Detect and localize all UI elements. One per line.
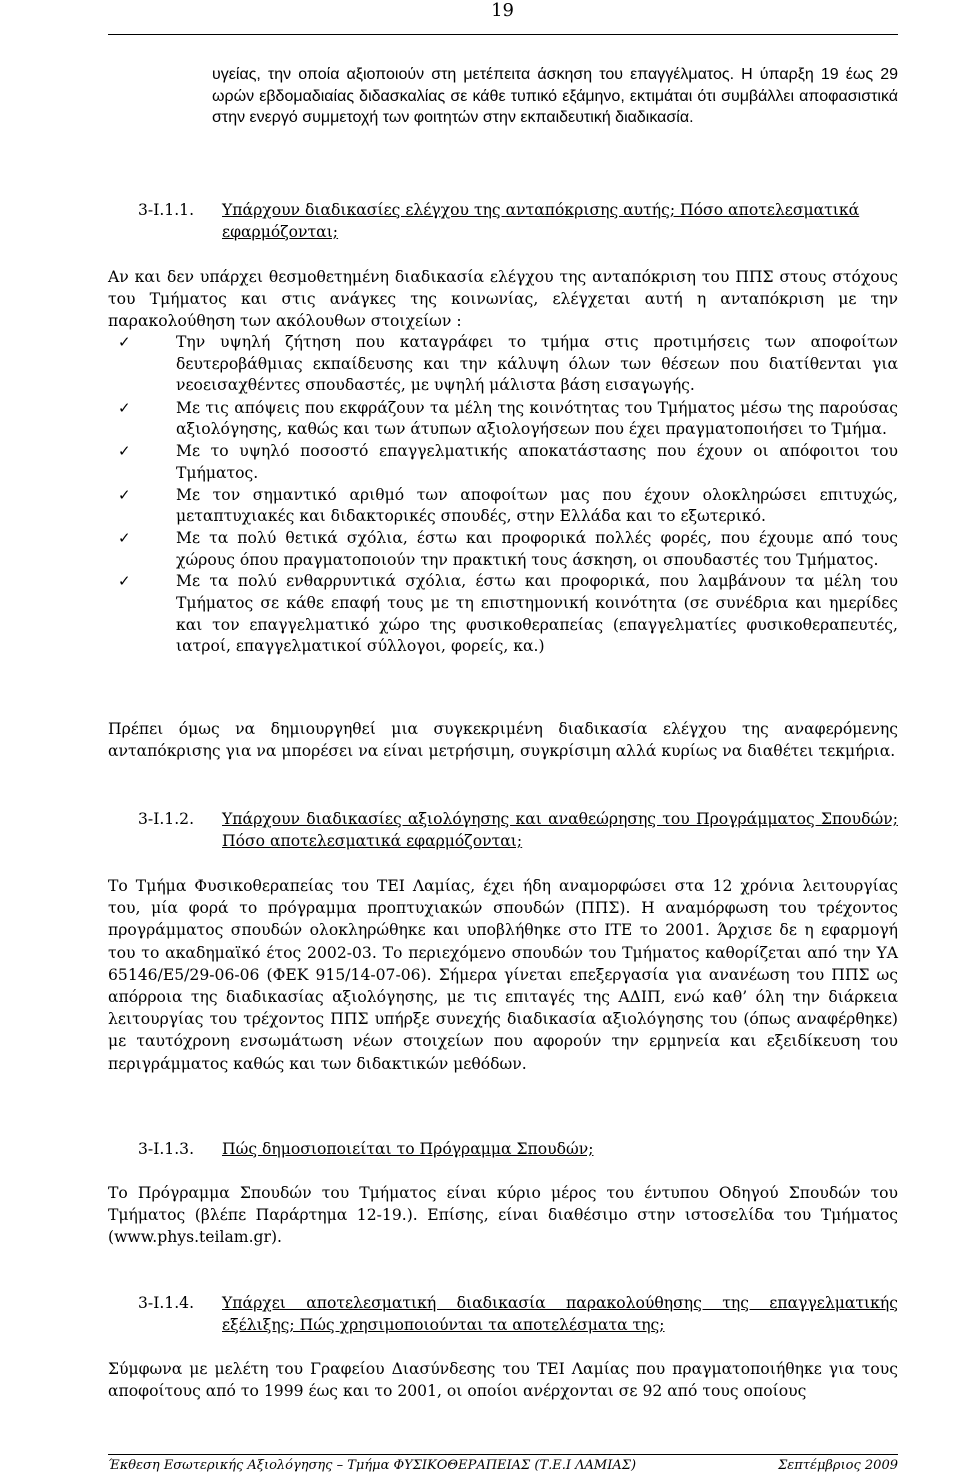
- page-number: 19: [491, 0, 514, 21]
- checklist: [118, 332, 898, 658]
- checkmark-icon: ✓: [118, 528, 131, 547]
- checkmark-icon: ✓: [118, 485, 131, 504]
- list-item: [118, 571, 898, 658]
- list-item: [118, 528, 898, 571]
- checkmark-icon: ✓: [118, 333, 131, 351]
- list-item-text: Με τον σημαντικό αριθμό των αποφοίτων μας που έχουν ολοκληρώσει επιτυχώς, μεταπτυχιακές και διδακτορικές σπουδές, στην Ελλάδα και το εξωτερικό.: [176, 485, 898, 526]
- section-body: Το Τμήμα Φυσικοθεραπείας του ΤΕΙ Λαμίας, έχει ήδη αναμορφώσει στα 12 χρόνια λειτουργίας του, μία φορά το πρόγραμμα προπτυχιακών σπουδών (ΠΠΣ). Η αναμόρφωση του τρέχοντος προγράμματος σπουδών ολοκληρώθηκε και υποβλήθηκε στο ΙΤΕ το 2001. Άρχισε δε η εφαρμογή του το ακαδημαϊκό έτος 2002-03. Το περιεχόμενο σπουδών του Τμήματος καθορίζεται από την ΥΑ 65146/Ε5/29-06-06 (ΦΕΚ 915/14-07-06). Σήμερα γίνεται επεξεργασία για ανανέωση του ΠΠΣ ως απόρροια της διαδικασίας αξιολόγησης, με τις επιταγές της ΑΔΙΠ, ενώ καθ’ όλη την διάρκεια λειτουργίας του τρέχοντος ΠΠΣ υπήρξε συνεχής διαδικασία αξιολόγησης του (όπως αναφέρθηκε) με ταυτόχρονη ενσωμάτωση νέων στοιχείων που αφορούν την ερμηνεία και εξειδίκευση του περιγράμματος καθώς και των διδακτικών μεθόδων.: [108, 877, 898, 1073]
- section-number: 3-Ι.1.4.: [138, 1294, 195, 1312]
- list-item-text: Με το υψηλό ποσοστό επαγγελματικής αποκατάστασης που έχουν οι απόφοιτοι του Τμήματος.: [176, 442, 898, 482]
- header-rule: [108, 34, 898, 35]
- section-heading: Υπάρχουν διαδικασίες ελέγχου της ανταπόκρισης αυτής; Πόσο αποτελεσματικά εφαρμόζονται;: [222, 201, 860, 241]
- section-number: 3-Ι.1.1.: [138, 201, 195, 219]
- section-body: Το Πρόγραμμα Σπουδών του Τμήματος είναι κύριο μέρος του έντυπου Οδηγού Σπουδών του Τμήματος (βλέπε Παράρτημα 12-19.). Επίσης, είναι διαθέσιμο στην ιστοσελίδα του Τμήματος (www.phys.teilam.gr).: [108, 1184, 898, 1246]
- footer-date: Σεπτέμβριος 2009: [778, 1458, 898, 1473]
- list-item-text: Με τα πολύ ενθαρρυντικά σχόλια, έστω και προφορικά, που λαμβάνουν τα μέλη του Τμήματος σε κάθε επαφή τους με τη επιστημονική κοινότητα (σε συνέδρια και ημερίδες και τον επαγγελματικό χώρο της φυσικοθεραπείας (επαγγελματίες φυσικοθεραπευτές, ιατροί, επαγγελματικοί σύλλογοι, φορείς, κα.): [176, 572, 898, 656]
- list-item: [118, 332, 898, 397]
- list-item-text: Με τα πολύ θετικά σχόλια, έστω και προφορικά πολλές φορές, που έχουμε από τους χώρους όπου πραγματοποιούν την πρακτική τους άσκηση, οι σπουδαστές του Τμήματος.: [176, 528, 898, 569]
- section-lead: Αν και δεν υπάρχει θεσμοθετημένη διαδικασία ελέγχου της ανταπόκριση του ΠΠΣ στους στόχους του Τμήματος και στις ανάγκες της κοινωνίας, ελέγχεται αυτή η ανταπόκριση με την παρακολούθηση των ακόλουθων στοιχείων :: [108, 268, 898, 330]
- checkmark-icon: ✓: [118, 442, 131, 461]
- checkmark-icon: ✓: [118, 398, 131, 417]
- list-item: [118, 485, 898, 528]
- section-heading: Υπάρχει αποτελεσματική διαδικασία παρακολούθησης της επαγγελματικής εξέλιξης; Πώς χρησιμοποιούνται τα αποτελέσματα της;: [222, 1294, 898, 1334]
- list-item: [118, 398, 898, 441]
- section-closing: Πρέπει όμως να δημιουργηθεί μια συγκεκριμένη διαδικασία ελέγχου της αναφερόμενης ανταπόκρισης για να μπορέσει να είναι μετρήσιμη, συγκρίσιμη αλλά κυρίως να διαθέτει τεκμήρια.: [108, 720, 898, 760]
- section-number: 3-Ι.1.2.: [138, 810, 195, 828]
- footer-title: Έκθεση Εσωτερικής Αξιολόγησης – Τμήμα ΦΥΣΙΚΟΘΕΡΑΠΕΙΑΣ (Τ.Ε.Ι ΛΑΜΙΑΣ): [108, 1458, 637, 1473]
- section-heading: Υπάρχουν διαδικασίες αξιολόγησης και αναθεώρησης του Προγράμματος Σπουδών; Πόσο αποτελεσματικά εφαρμόζονται;: [222, 810, 898, 850]
- list-item: [118, 441, 898, 484]
- section-body: Σύμφωνα με μελέτη του Γραφείου Διασύνδεσης του ΤΕΙ Λαμίας που πραγματοποιήθηκε για τους αποφοίτους από το 1999 έως και το 2001, οι οποίοι ανέρχονται σε 92 από τους οποίους: [108, 1360, 898, 1400]
- section-number: 3-Ι.1.3.: [138, 1140, 195, 1158]
- intro-paragraph: υγείας, την οποία αξιοποιούν στη μετέπειτα άσκηση του επαγγέλματος. Η ύπαρξη 19 έως 29 ωρών εβδομαδιαίας διδασκαλίας σε κάθε τυπικό εξάμηνο, εκτιμάται ότι συμβάλλει αποφασιστικά στην ενεργό συμμετοχή των φοιτητών στην εκπαιδευτική διαδικασία.: [212, 66, 898, 126]
- list-item-text: Με τις απόψεις που εκφράζουν τα μέλη της κοινότητας του Τμήματος μέσω της παρούσας αξιολόγησης, καθώς και των άτυπων αξιολογήσεων που έχει πραγματοποιήσει το Τμήμα.: [176, 398, 898, 439]
- section-heading: Πώς δημοσιοποιείται το Πρόγραμμα Σπουδών;: [222, 1140, 594, 1158]
- footer-rule: [108, 1454, 898, 1455]
- checkmark-icon: ✓: [118, 572, 131, 591]
- list-item-text: Την υψηλή ζήτηση που καταγράφει το τμήμα στις προτιμήσεις των αποφοίτων δευτεροβάθμιας εκπαίδευσης και την κάλυψη όλων των θέσεων που διατίθενται για νεοεισαχθέντες σπουδαστές, με υψηλή μάλιστα βάση εισαγωγής.: [176, 333, 898, 395]
